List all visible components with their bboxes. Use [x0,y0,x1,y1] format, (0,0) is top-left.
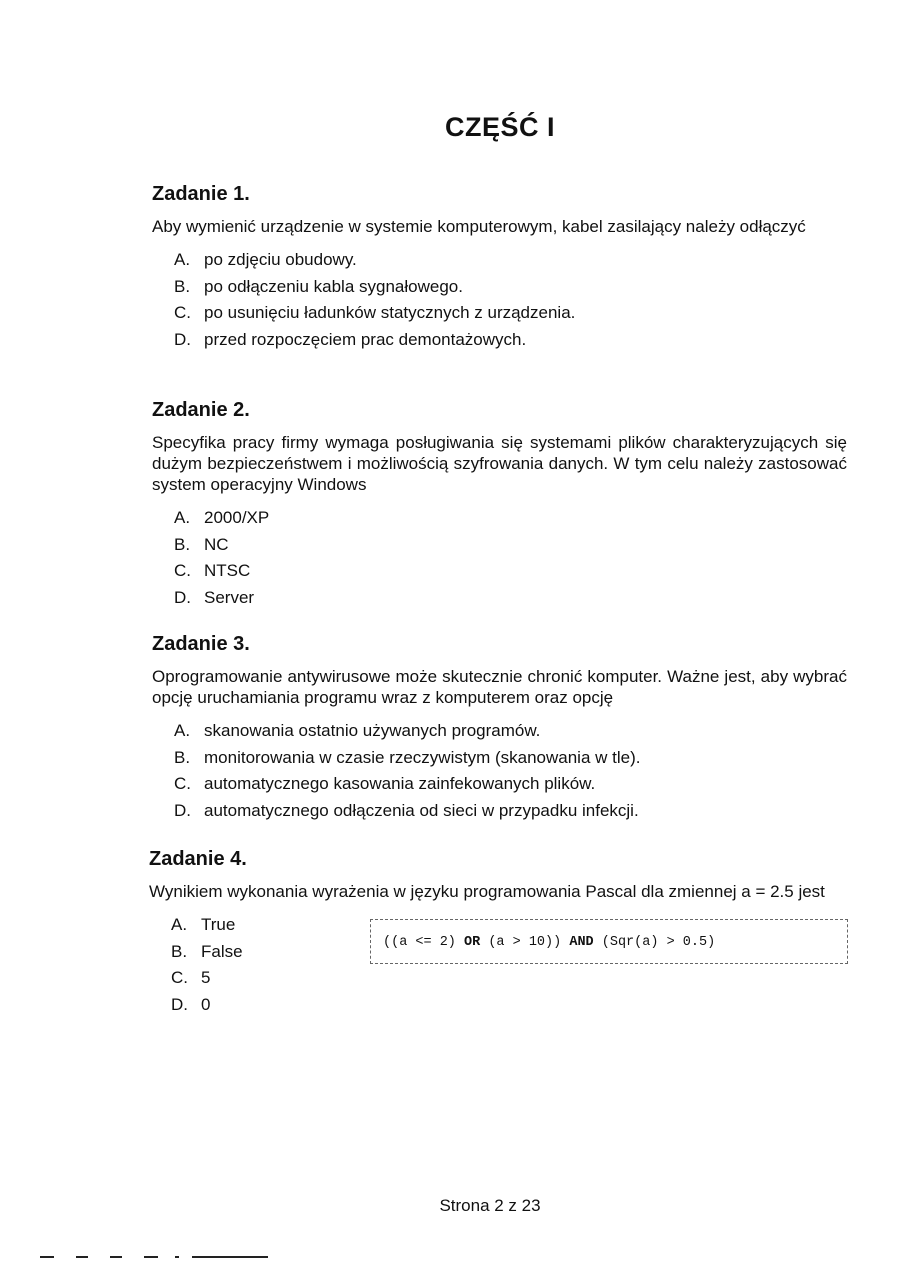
task-heading: Zadanie 3. [152,633,250,655]
code-part: (a > 10)) [480,935,570,950]
code-keyword-and: AND [569,935,594,950]
answer-option-a[interactable]: A. 2000/XP [174,508,270,527]
task-2 [152,399,847,611]
task-question: Oprogramowanie antywirusowe może skutecznie chronić komputer. Ważne jest, aby wybrać opcję uruchamiania programu wraz z komputerem oraz opcję [152,667,847,707]
task-1 [152,183,847,353]
task-question: Aby wymienić urządzenie w systemie komputerowym, kabel zasilający należy odłączyć [152,217,806,236]
task-question: Specyfika pracy firmy wymaga posługiwania się systemami plików charakteryzujących się dużym bezpieczeństwem i możliwością szyfrowania danych. W tym celu należy zastosować system operacyjny Windows [152,433,847,494]
answer-option-c[interactable]: C. po usunięciu ładunków statycznych z urządzenia. [174,303,576,322]
answer-option-b[interactable]: B. NC [174,534,229,554]
answer-list [152,718,847,824]
page-number: Strona 2 z 23 [439,1196,541,1215]
task-3 [152,633,847,824]
scan-artifact-marks [40,1256,270,1259]
answer-option-c[interactable]: C. NTSC [174,561,251,580]
answer-option-d[interactable]: D. 0 [171,994,211,1014]
answer-option-c[interactable]: C. 5 [171,968,211,987]
code-keyword-or: OR [464,935,481,950]
answer-option-a[interactable]: A. po zdjęciu obudowy. [174,250,357,269]
answer-option-a[interactable]: A. True [171,915,236,934]
answer-option-b[interactable]: B. po odłączeniu kabla sygnałowego. [174,276,463,296]
task-heading: Zadanie 2. [152,399,250,421]
task-heading: Zadanie 1. [152,183,250,205]
answer-option-b[interactable]: B. monitorowania w czasie rzeczywistym (skanowania w tle). [174,747,641,767]
answer-option-d[interactable]: D. automatycznego odłączenia od sieci w przypadku infekcji. [174,800,639,820]
answer-list [152,505,847,611]
answer-option-a[interactable]: A. skanowania ostatnio używanych programów. [174,721,541,740]
code-part: ((a <= 2) [383,935,465,950]
answer-option-b[interactable]: B. False [171,941,243,961]
answer-option-d[interactable]: D. przed rozpoczęciem prac demontażowych. [174,329,527,349]
task-heading: Zadanie 4. [149,848,247,870]
pascal-expression-box [370,919,848,964]
answer-option-c[interactable]: C. automatycznego kasowania zainfekowanych plików. [174,774,596,793]
answer-option-d[interactable]: D. Server [174,587,255,607]
answer-list [152,247,847,353]
page-title: CZĘŚĆ I [444,112,555,142]
code-part: (Sqr(a) > 0.5) [593,935,716,950]
task-question: Wynikiem wykonania wyrażenia w języku programowania Pascal dla zmiennej a = 2.5 jest [149,882,825,901]
